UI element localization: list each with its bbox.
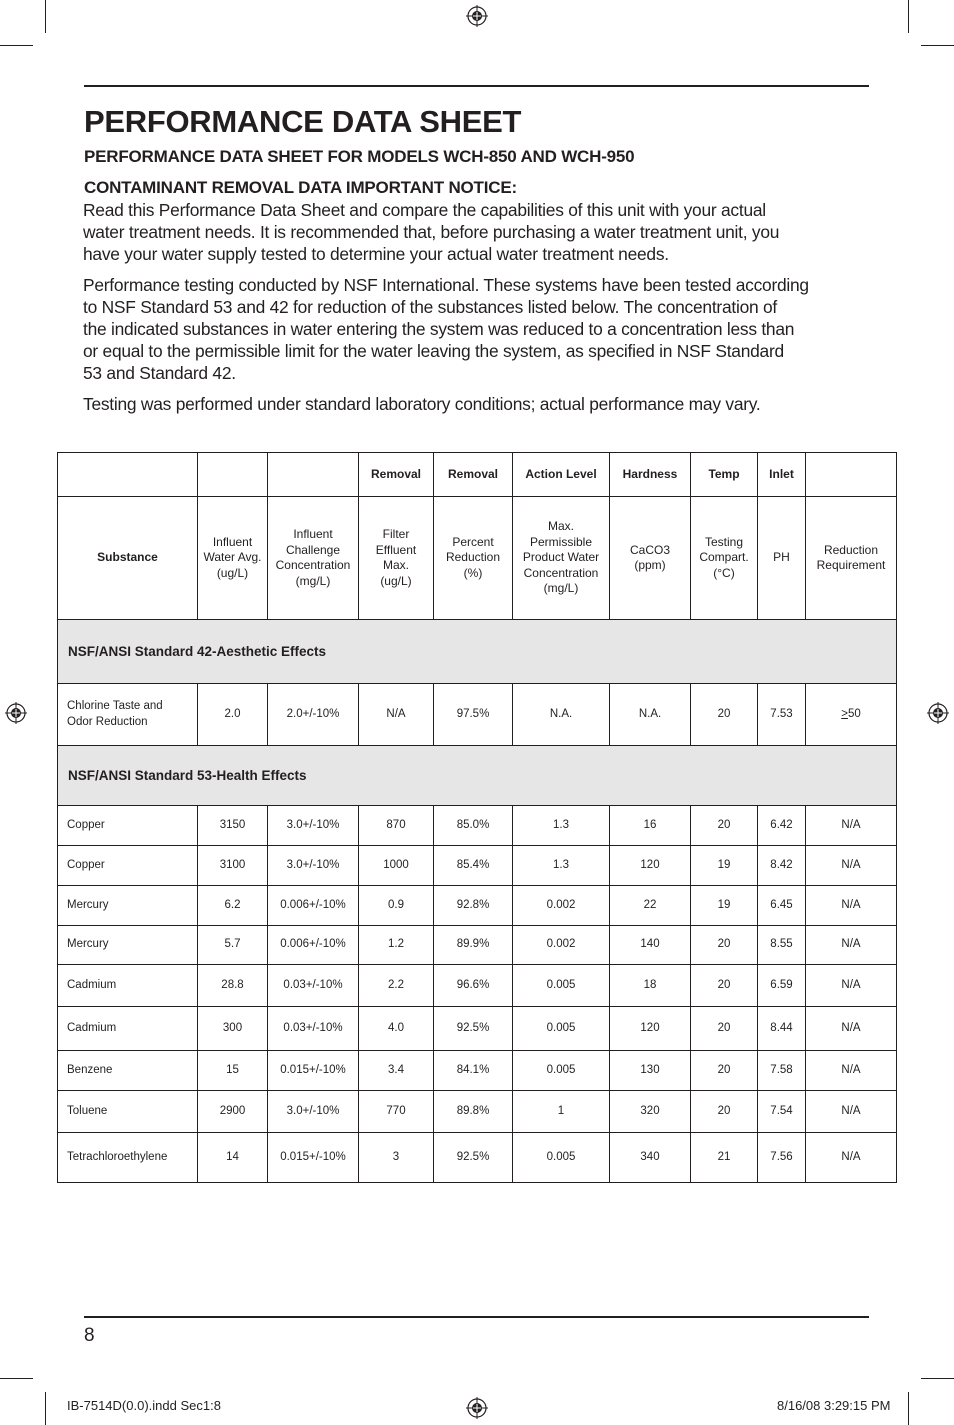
cell-req: N/A bbox=[806, 846, 897, 886]
testing-line: Performance testing conducted by NSF International. These systems have been tested according bbox=[83, 275, 809, 295]
notice-line: water treatment needs. It is recommended that, before purchasing a water treatment unit, you bbox=[83, 222, 780, 242]
cell-req: N/A bbox=[806, 1051, 897, 1091]
testing-line: to NSF Standard 53 and 42 for reduction of the substances listed below. The concentration of bbox=[83, 297, 778, 317]
cell-max-perm: 0.005 bbox=[513, 1051, 610, 1091]
header-line: (ug/L) bbox=[380, 573, 412, 588]
req-value: 50 bbox=[847, 707, 861, 720]
cell-caco3: 320 bbox=[610, 1091, 691, 1133]
header-cell bbox=[806, 453, 897, 497]
cell-ph: 6.59 bbox=[758, 965, 806, 1007]
cell-max-perm: 0.005 bbox=[513, 965, 610, 1007]
crop-mark-bottom-left-vertical bbox=[45, 1392, 46, 1425]
table-row bbox=[58, 1091, 897, 1133]
conditions-paragraph: Testing was performed under standard laboratory conditions; actual performance may vary. bbox=[83, 394, 761, 414]
header-line: Filter bbox=[382, 527, 410, 541]
table-row bbox=[58, 1007, 897, 1051]
cell-req: N/A bbox=[806, 965, 897, 1007]
cell-req: N/A bbox=[806, 806, 897, 846]
header-cell: Removal bbox=[359, 453, 434, 497]
health-effects-rows bbox=[58, 806, 897, 1183]
section-row-standard-42 bbox=[58, 620, 897, 684]
cell-caco3: 18 bbox=[610, 965, 691, 1007]
header-row bbox=[58, 497, 897, 620]
testing-paragraph bbox=[83, 274, 873, 384]
header-line: Testing bbox=[704, 534, 744, 549]
table-row bbox=[58, 1133, 897, 1183]
cell-temp: 20 bbox=[691, 965, 758, 1007]
header-cell bbox=[58, 453, 198, 497]
crop-mark-top-left-horizontal bbox=[0, 45, 33, 46]
cell-percent: 92.5% bbox=[434, 1133, 513, 1183]
substance-line: Odor Reduction bbox=[67, 715, 148, 728]
slug-file-info: IB-7514D(0.0).indd Sec1:8 bbox=[67, 1398, 221, 1413]
cell-effluent: 4.0 bbox=[359, 1007, 434, 1051]
cell-ph: 6.45 bbox=[758, 886, 806, 926]
registration-mark-top-icon bbox=[466, 5, 488, 27]
cell-substance bbox=[58, 684, 198, 746]
cell-substance: Cadmium bbox=[58, 1007, 198, 1051]
cell-influent-avg: 5.7 bbox=[198, 926, 268, 965]
crop-mark-bottom-right-vertical bbox=[908, 1392, 909, 1425]
cell-substance: Mercury bbox=[58, 926, 198, 965]
cell-max-perm: N.A. bbox=[513, 684, 610, 746]
cell-ph: 8.55 bbox=[758, 926, 806, 965]
cell-temp: 20 bbox=[691, 1051, 758, 1091]
header-line: (%) bbox=[463, 565, 483, 580]
header-line: Percent bbox=[452, 534, 494, 549]
cell-temp: 20 bbox=[691, 806, 758, 846]
cell-effluent: 3.4 bbox=[359, 1051, 434, 1091]
header-line: Permissible bbox=[529, 534, 592, 549]
cell-effluent: 870 bbox=[359, 806, 434, 846]
cell-challenge: 0.015+/-10% bbox=[268, 1051, 359, 1091]
header-line: Influent bbox=[293, 527, 333, 541]
cell-max-perm: 0.005 bbox=[513, 1007, 610, 1051]
cell-effluent: 2.2 bbox=[359, 965, 434, 1007]
header-line: Concentration bbox=[275, 558, 351, 572]
header-line: Water Avg. bbox=[203, 550, 262, 565]
cell-temp: 19 bbox=[691, 886, 758, 926]
cell-ph: 7.53 bbox=[758, 684, 806, 746]
cell-challenge: 0.006+/-10% bbox=[268, 926, 359, 965]
header-cell: Hardness bbox=[610, 453, 691, 497]
testing-line: or equal to the permissible limit for the water leaving the system, as specified in NSF Standard bbox=[83, 341, 784, 361]
cell-substance: Copper bbox=[58, 846, 198, 886]
cell-influent-avg: 14 bbox=[198, 1133, 268, 1183]
cell-caco3: 340 bbox=[610, 1133, 691, 1183]
cell-percent: 84.1% bbox=[434, 1051, 513, 1091]
cell-caco3: 16 bbox=[610, 806, 691, 846]
header-line: (mg/L) bbox=[295, 573, 331, 588]
cell-req: N/A bbox=[806, 1007, 897, 1051]
cell-substance: Cadmium bbox=[58, 965, 198, 1007]
header-line: Effluent bbox=[375, 542, 417, 557]
notice-line: have your water supply tested to determine your actual water treatment needs. bbox=[83, 244, 669, 264]
cell-ph: 7.56 bbox=[758, 1133, 806, 1183]
header-line: Max. bbox=[547, 519, 574, 534]
cell-substance: Copper bbox=[58, 806, 198, 846]
cell-influent-avg: 2900 bbox=[198, 1091, 268, 1133]
registration-mark-right-icon bbox=[927, 702, 949, 724]
header-max-permissible bbox=[513, 497, 610, 620]
section-heading: NSF/ANSI Standard 53-Health Effects bbox=[58, 746, 897, 806]
bottom-rule bbox=[84, 1316, 869, 1318]
table-row bbox=[58, 965, 897, 1007]
header-line: Reduction bbox=[445, 550, 501, 565]
header-testing-compart bbox=[691, 497, 758, 620]
cell-ph: 8.44 bbox=[758, 1007, 806, 1051]
header-substance: Substance bbox=[58, 497, 198, 620]
cell-challenge: 0.015+/-10% bbox=[268, 1133, 359, 1183]
cell-caco3: 130 bbox=[610, 1051, 691, 1091]
header-line: CaCO3 bbox=[629, 542, 670, 557]
cell-caco3: 120 bbox=[610, 846, 691, 886]
cell-caco3: 22 bbox=[610, 886, 691, 926]
cell-req bbox=[806, 684, 897, 746]
header-line: Compart. bbox=[699, 550, 749, 565]
cell-percent: 92.5% bbox=[434, 1007, 513, 1051]
cell-influent-avg: 28.8 bbox=[198, 965, 268, 1007]
header-line: Requirement bbox=[816, 558, 886, 572]
cell-temp: 20 bbox=[691, 1007, 758, 1051]
cell-temp: 21 bbox=[691, 1133, 758, 1183]
registration-mark-bottom-icon bbox=[466, 1397, 488, 1419]
notice-line: Read this Performance Data Sheet and compare the capabilities of this unit with your actual bbox=[83, 200, 766, 220]
slug-timestamp: 8/16/08 3:29:15 PM bbox=[777, 1398, 891, 1413]
cell-challenge: 3.0+/-10% bbox=[268, 846, 359, 886]
cell-temp: 20 bbox=[691, 926, 758, 965]
cell-ph: 6.42 bbox=[758, 806, 806, 846]
header-cell: Removal bbox=[434, 453, 513, 497]
cell-max-perm: 1.3 bbox=[513, 806, 610, 846]
testing-line: the indicated substances in water entering the system was reduced to a concentration less than bbox=[83, 319, 795, 339]
header-cell bbox=[198, 453, 268, 497]
cell-caco3: 120 bbox=[610, 1007, 691, 1051]
header-influent-avg bbox=[198, 497, 268, 620]
cell-substance: Tetrachloroethylene bbox=[58, 1133, 198, 1183]
header-line: (ug/L) bbox=[216, 565, 249, 580]
cell-challenge: 3.0+/-10% bbox=[268, 1091, 359, 1133]
header-line: (ppm) bbox=[634, 558, 666, 572]
notice-heading: CONTAMINANT REMOVAL DATA IMPORTANT NOTICE: bbox=[84, 178, 517, 197]
table-row bbox=[58, 886, 897, 926]
page-title: PERFORMANCE DATA SHEET bbox=[84, 104, 522, 139]
table-row bbox=[58, 926, 897, 965]
testing-line: 53 and Standard 42. bbox=[83, 363, 236, 383]
cell-caco3: 140 bbox=[610, 926, 691, 965]
cell-req: N/A bbox=[806, 926, 897, 965]
header-line: Challenge bbox=[285, 542, 341, 557]
cell-challenge: 0.006+/-10% bbox=[268, 886, 359, 926]
header-caco3 bbox=[610, 497, 691, 620]
ge-symbol: > bbox=[841, 707, 848, 720]
header-cell bbox=[268, 453, 359, 497]
cell-challenge: 2.0+/-10% bbox=[268, 684, 359, 746]
cell-percent: 85.0% bbox=[434, 806, 513, 846]
cell-max-perm: 1 bbox=[513, 1091, 610, 1133]
cell-req: N/A bbox=[806, 1133, 897, 1183]
header-ph: PH bbox=[758, 497, 806, 620]
header-percent-reduction bbox=[434, 497, 513, 620]
cell-caco3: N.A. bbox=[610, 684, 691, 746]
cell-effluent: 1000 bbox=[359, 846, 434, 886]
performance-table bbox=[57, 452, 897, 1183]
crop-mark-top-right-vertical bbox=[908, 0, 909, 33]
crop-mark-bottom-right-horizontal bbox=[921, 1378, 954, 1379]
table-row bbox=[58, 846, 897, 886]
section-row-standard-53 bbox=[58, 746, 897, 806]
cell-effluent: 770 bbox=[359, 1091, 434, 1133]
header-line: Concentration bbox=[523, 565, 599, 580]
cell-challenge: 3.0+/-10% bbox=[268, 806, 359, 846]
cell-max-perm: 0.002 bbox=[513, 926, 610, 965]
crop-mark-top-left-vertical bbox=[45, 0, 46, 33]
notice-paragraph bbox=[83, 199, 873, 265]
header-line: Reduction bbox=[823, 542, 879, 557]
cell-percent: 85.4% bbox=[434, 846, 513, 886]
cell-ph: 8.42 bbox=[758, 846, 806, 886]
table-row bbox=[58, 684, 897, 746]
table-row bbox=[58, 806, 897, 846]
header-cell: Inlet bbox=[758, 453, 806, 497]
table-row bbox=[58, 1051, 897, 1091]
header-reduction-requirement bbox=[806, 497, 897, 620]
cell-substance: Toluene bbox=[58, 1091, 198, 1133]
cell-effluent: 1.2 bbox=[359, 926, 434, 965]
substance-line: Chlorine Taste and bbox=[67, 700, 163, 712]
cell-substance: Mercury bbox=[58, 886, 198, 926]
cell-temp: 20 bbox=[691, 1091, 758, 1133]
cell-influent-avg: 15 bbox=[198, 1051, 268, 1091]
header-line: (mg/L) bbox=[543, 581, 579, 596]
cell-challenge: 0.03+/-10% bbox=[268, 1007, 359, 1051]
cell-effluent: 0.9 bbox=[359, 886, 434, 926]
cell-influent-avg: 3100 bbox=[198, 846, 268, 886]
header-filter-effluent bbox=[359, 497, 434, 620]
cell-influent-avg: 6.2 bbox=[198, 886, 268, 926]
top-rule bbox=[84, 85, 869, 87]
header-cell: Temp bbox=[691, 453, 758, 497]
cell-ph: 7.58 bbox=[758, 1051, 806, 1091]
cell-max-perm: 0.002 bbox=[513, 886, 610, 926]
cell-influent-avg: 2.0 bbox=[198, 684, 268, 746]
cell-req: N/A bbox=[806, 1091, 897, 1133]
cell-effluent: 3 bbox=[359, 1133, 434, 1183]
registration-mark-left-icon bbox=[5, 702, 27, 724]
cell-influent-avg: 300 bbox=[198, 1007, 268, 1051]
cell-substance: Benzene bbox=[58, 1051, 198, 1091]
cell-req: N/A bbox=[806, 886, 897, 926]
cell-max-perm: 0.005 bbox=[513, 1133, 610, 1183]
header-row-top bbox=[58, 453, 897, 497]
cell-percent: 89.9% bbox=[434, 926, 513, 965]
cell-percent: 89.8% bbox=[434, 1091, 513, 1133]
cell-ph: 7.54 bbox=[758, 1091, 806, 1133]
cell-effluent: N/A bbox=[359, 684, 434, 746]
header-cell: Action Level bbox=[513, 453, 610, 497]
header-line: Max. bbox=[382, 558, 409, 572]
crop-mark-bottom-left-horizontal bbox=[0, 1378, 33, 1379]
header-line: Product Water bbox=[522, 550, 600, 565]
page-subtitle: PERFORMANCE DATA SHEET FOR MODELS WCH-850 AND WCH-950 bbox=[84, 147, 635, 166]
cell-max-perm: 1.3 bbox=[513, 846, 610, 886]
page-number: 8 bbox=[84, 1325, 95, 1346]
header-line: (°C) bbox=[713, 565, 735, 580]
cell-percent: 97.5% bbox=[434, 684, 513, 746]
cell-percent: 92.8% bbox=[434, 886, 513, 926]
crop-mark-top-right-horizontal bbox=[921, 45, 954, 46]
cell-temp: 20 bbox=[691, 684, 758, 746]
cell-influent-avg: 3150 bbox=[198, 806, 268, 846]
header-influent-challenge bbox=[268, 497, 359, 620]
cell-challenge: 0.03+/-10% bbox=[268, 965, 359, 1007]
header-line: Influent bbox=[212, 534, 253, 549]
cell-percent: 96.6% bbox=[434, 965, 513, 1007]
section-heading: NSF/ANSI Standard 42-Aesthetic Effects bbox=[58, 620, 897, 684]
cell-temp: 19 bbox=[691, 846, 758, 886]
